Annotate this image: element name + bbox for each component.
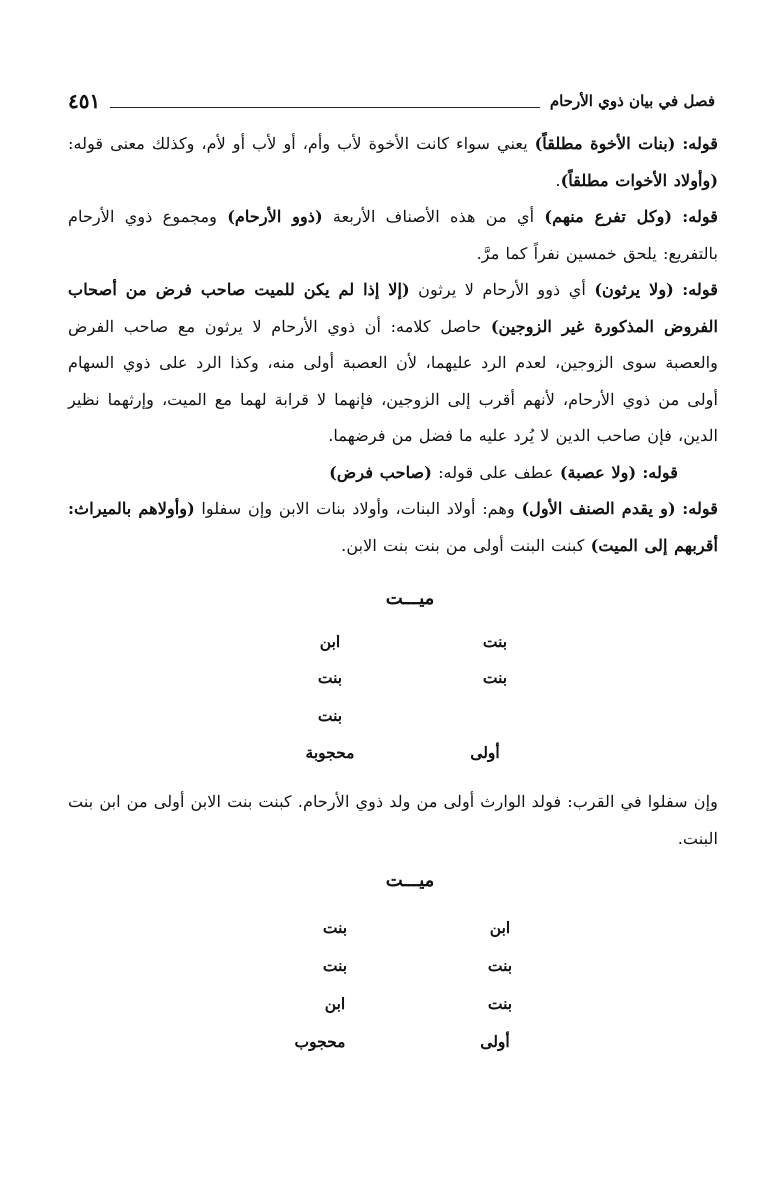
quoted-term: (وأولاهم بالميراث: أقربهم إلى الميت) (68, 499, 718, 555)
paragraph-text: ومجموع ذوي الأرحام بالتفريع: يلحق خمسين نفراً كما مرَّ. (68, 207, 718, 263)
paragraph-4 (68, 455, 718, 492)
paragraph-label: قوله: (682, 280, 718, 299)
paragraph-text: كبنت البنت أولى من بنت بنت الابن. (341, 535, 591, 555)
diagram-cell: أولى (480, 1032, 510, 1051)
paragraph-label: قوله: (682, 134, 718, 153)
diagram-cell: بنت (487, 994, 513, 1013)
paragraph-label: قوله: (682, 499, 718, 518)
page-number: ٤٥١ (68, 89, 101, 113)
diagram-cell: بنت (482, 668, 508, 687)
diagram-cell: بنت (322, 956, 348, 975)
diagram-cell: بنت (317, 706, 343, 725)
paragraph-text: عطف على قوله: (431, 462, 560, 482)
quoted-term: (وأولاد الأخوات مطلقاً) (560, 170, 718, 190)
paragraph-text: أي من هذه الأصناف الأربعة (322, 207, 545, 226)
paragraph-3 (68, 272, 718, 455)
running-header (68, 86, 715, 116)
paragraph-label: قوله: (682, 207, 718, 226)
diagram-cell: بنت (487, 956, 513, 975)
diagram-cell: ابن (489, 918, 511, 937)
paragraph-1 (68, 126, 718, 199)
diagram-title: ميـــت (385, 870, 435, 891)
diagram-cell: بنت (482, 632, 508, 651)
quoted-term: (بنات الأخوة مطلقاً) (534, 134, 676, 153)
paragraph-2 (68, 199, 718, 272)
quoted-term: (صاحب فرض) (329, 462, 432, 482)
text-body (68, 126, 718, 564)
quoted-term: (إلا إذا لم يكن للميت صاحب فرض من أصحاب الفروض المذكورة غير الزوجين) (68, 280, 718, 336)
diagram-cell: بنت (322, 918, 348, 937)
paragraph-text: . (555, 170, 561, 190)
diagram-cell: ابن (319, 632, 341, 651)
chapter-title: فصل في بيان ذوي الأرحام (549, 92, 715, 110)
quoted-term: (ولا عصبة) (559, 462, 637, 482)
diagram-cell: محجوبة (305, 743, 355, 762)
diagram-cell: أولى (470, 743, 500, 762)
diagram-title: ميـــت (385, 588, 435, 609)
paragraph-text: وهم: أولاد البنات، وأولاد بنات الابن وإن سفلوا (194, 499, 522, 518)
quoted-term: (ولا يرثون) (594, 280, 674, 299)
header-rule (110, 107, 540, 108)
paragraph-5 (68, 491, 718, 564)
paragraph-label: قوله: (642, 462, 678, 482)
paragraph-text: يعني سواء كانت الأخوة لأب وأم، أو لأب أو لأم، وكذلك معنى قوله: (68, 134, 535, 153)
diagram-cell: بنت (317, 668, 343, 687)
quoted-term: (وكل تفرع منهم) (544, 207, 673, 226)
paragraph-6: وإن سفلوا في القرب: فولد الوارث أولى من ولد ذوي الأرحام. كبنت بنت الابن أولى من ابن بنت البنت. (68, 792, 718, 848)
paragraph-text: أي ذوو الأرحام لا يرثون (409, 280, 595, 299)
paragraph-text: حاصل كلامه: أن ذوي الأرحام لا يرثون مع صاحب الفرض والعصبة سوى الزوجين، لعدم الرد عليهما، لأن العصبة أولى منه، وكذا الرد على ذوي السهام أولى من ذوي الأرحام، لأنهم أقرب إلى الزوجين، فإنهما لا قرابة لهما مع الميت، وإرثهما نظير الدين، فإن صاحب الدين لا يُرد عليه ما فضل من فرضهما. (68, 316, 718, 445)
diagram-cell: محجوب (294, 1032, 346, 1051)
diagram-cell: ابن (324, 994, 346, 1013)
quoted-term: (ذوو الأرحام) (227, 207, 323, 226)
quoted-term: (و يقدم الصنف الأول) (521, 499, 676, 518)
